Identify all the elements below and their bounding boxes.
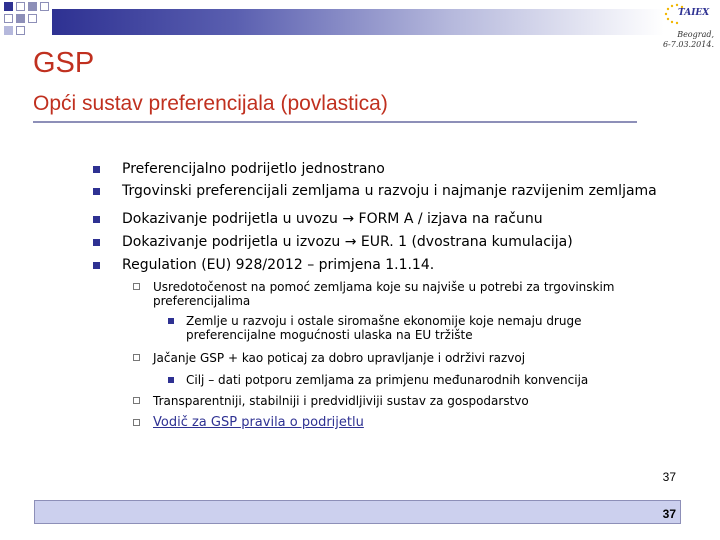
bullet-text: Regulation (EU) 928/2012 – primjena 1.1.14. xyxy=(122,257,435,273)
sub-sub-bullet-text: Zemlje u razvoju i ostale siromašne ekonomije koje nemaju druge xyxy=(186,314,582,328)
date-text: 6-7.03.2014. xyxy=(662,40,714,49)
square-bullet-icon xyxy=(93,239,100,246)
hollow-square-bullet-icon xyxy=(133,354,140,361)
sub-sub-bullet-text: Cilj – dati potporu zemljama za primjenu međunarodnih konvencija xyxy=(186,373,589,387)
bullet-text: Trgovinski preferencijali zemljama u razvoju i najmanje razvijenim zemljama xyxy=(122,183,657,199)
square-bullet-icon xyxy=(93,216,100,223)
sub-sub-bullet-text: preferencijalne mogućnosti ulaska na EU tržište xyxy=(186,328,473,342)
footer-bar xyxy=(34,500,681,524)
sub-bullet-text: preferencijalima xyxy=(153,294,251,308)
place-text: Beograd, xyxy=(677,30,714,39)
bullet-text: Preferencijalno podrijetlo jednostrano xyxy=(122,161,385,177)
logo-text: TAIEX xyxy=(678,8,710,18)
gsp-guide-link[interactable]: Vodič za GSP pravila o podrijetlu xyxy=(153,415,364,430)
sub-bullet-text: Usredotočenost na pomoć zemljama koje su najviše u potrebi za trgovinskim xyxy=(153,280,615,294)
place-date xyxy=(663,30,714,50)
square-bullet-icon xyxy=(93,188,100,195)
square-bullet-icon xyxy=(93,262,100,269)
square-bullet-icon xyxy=(93,166,100,173)
slide-title: GSP xyxy=(33,47,95,79)
hollow-square-bullet-icon xyxy=(133,283,140,290)
hollow-square-bullet-icon xyxy=(133,419,140,426)
hollow-square-bullet-icon xyxy=(133,397,140,404)
sub-bullet-text: Jačanje GSP + kao poticaj za dobro upravljanje i održivi razvoj xyxy=(153,351,526,365)
header-bar xyxy=(52,9,664,35)
sub-bullet-text: Transparentniji, stabilniji i predvidljiviji sustav za gospodarstvo xyxy=(153,394,529,408)
title-divider xyxy=(33,121,637,123)
bullet-text: Dokazivanje podrijetla u izvozu → EUR. 1 (dvostrana kumulacija) xyxy=(122,234,573,250)
bullet-text: Dokazivanje podrijetla u uvozu → FORM A / izjava na računu xyxy=(122,211,543,227)
square-bullet-icon xyxy=(168,318,174,324)
decorative-squares xyxy=(0,0,60,42)
slide-subtitle: Opći sustav preferencijala (povlastica) xyxy=(33,92,388,115)
page-number-top: 37 xyxy=(662,470,676,484)
page-number: 37 xyxy=(662,507,676,521)
square-bullet-icon xyxy=(168,377,174,383)
